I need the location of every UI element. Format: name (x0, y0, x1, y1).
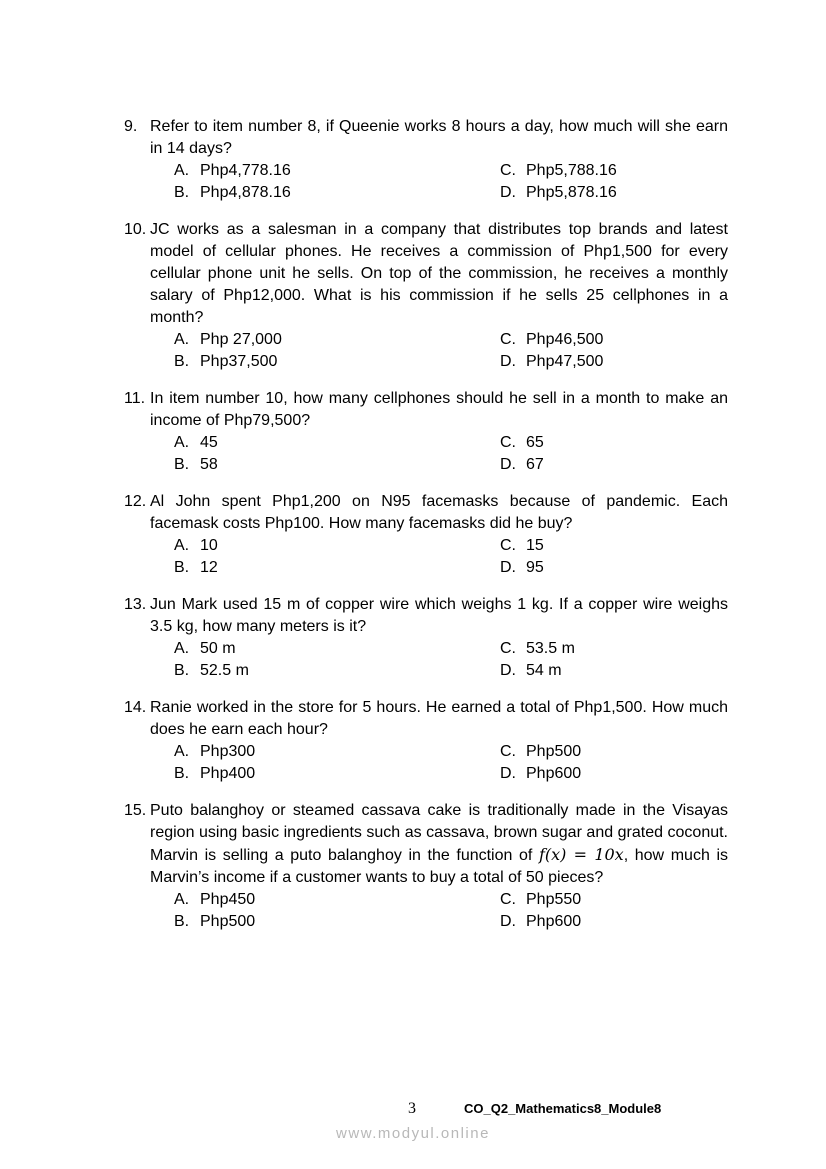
question-item (124, 800, 728, 933)
choice-a (174, 889, 500, 911)
choice-c (500, 638, 750, 660)
question-stem (124, 697, 728, 741)
choice-letter: D. (500, 765, 516, 782)
choice-letter: C. (500, 162, 516, 179)
choice-d (500, 763, 750, 785)
choice-text: 45 (200, 434, 218, 451)
question-number: 10. (124, 221, 147, 238)
choice-d (500, 660, 750, 682)
choice-letter: A. (174, 434, 190, 451)
choice-text: Php600 (526, 913, 582, 930)
choice-b (174, 182, 500, 204)
choice-b (174, 660, 500, 682)
choice-letter: B. (174, 662, 190, 679)
choice-text: 65 (526, 434, 544, 451)
choice-text: Php 27,000 (200, 331, 282, 348)
question-number: 12. (124, 493, 147, 510)
choice-a (174, 638, 500, 660)
question-text-after: , how much is Marvin’s income if a customer wants to buy a total of 50 pieces? (150, 847, 729, 886)
question-text: JC works as a salesman in a company that distributes top brands and latest model of cellular phones. He receives a commission of Php1,500 for every cellular phone unit he sells. On top of the commission, he receives a monthly salary of Php12,000. What is his commission if he sells 25 cellphones in a month? (150, 221, 728, 326)
choice-grid (174, 329, 728, 373)
question-item (124, 491, 728, 579)
question-text (150, 800, 728, 889)
choice-d (500, 454, 750, 476)
choice-letter: B. (174, 559, 190, 576)
choice-text: 95 (526, 559, 544, 576)
choice-letter: D. (500, 662, 516, 679)
choice-text: 58 (200, 456, 218, 473)
question-number: 9. (124, 118, 138, 135)
choice-letter: C. (500, 434, 516, 451)
question-item (124, 219, 728, 373)
choice-c (500, 741, 750, 763)
question-text-before: Puto balanghoy or steamed cassava cake is traditionally made in the Visayas region using basic ingredients such as cassava, brown sugar and grated coconut. Marvin is selling a puto balanghoy in the function of (150, 802, 728, 864)
choice-grid (174, 432, 728, 476)
choice-letter: A. (174, 162, 190, 179)
choice-text: 15 (526, 537, 544, 554)
question-item (124, 697, 728, 785)
question-stem (124, 491, 728, 535)
choice-text: 54 m (526, 662, 562, 679)
choice-grid (174, 160, 728, 204)
choice-text: 53.5 m (526, 640, 575, 657)
choice-letter: C. (500, 891, 516, 908)
choice-letter: C. (500, 331, 516, 348)
choice-letter: A. (174, 640, 190, 657)
choice-text: Php400 (200, 765, 256, 782)
function-formula: f(x) = 10x (538, 845, 624, 864)
question-text: Al John spent Php1,200 on N95 facemasks because of pandemic. Each facemask costs Php100. How many facemasks did he buy? (150, 493, 728, 532)
choice-text: 50 m (200, 640, 236, 657)
choice-text: Php500 (526, 743, 582, 760)
choice-a (174, 329, 500, 351)
choice-text: Php4,778.16 (200, 162, 291, 179)
question-text: Ranie worked in the store for 5 hours. He earned a total of Php1,500. How much does he earn each hour? (150, 699, 728, 738)
choice-b (174, 351, 500, 373)
choice-letter: A. (174, 331, 190, 348)
choice-letter: D. (500, 913, 516, 930)
choice-text: Php46,500 (526, 331, 604, 348)
question-item (124, 116, 728, 204)
choice-text: 10 (200, 537, 218, 554)
watermark: www.modyul.online (336, 1125, 490, 1142)
page-number: 3 (408, 1100, 416, 1117)
question-text: Refer to item number 8, if Queenie works 8 hours a day, how much will she earn in 14 days? (150, 118, 728, 157)
choice-b (174, 557, 500, 579)
choice-letter: A. (174, 891, 190, 908)
question-stem (124, 594, 728, 638)
choice-d (500, 911, 750, 933)
question-number: 14. (124, 699, 147, 716)
question-stem (124, 388, 728, 432)
question-number: 11. (124, 390, 146, 407)
choice-letter: A. (174, 537, 190, 554)
choice-grid (174, 889, 728, 933)
choice-a (174, 741, 500, 763)
choice-letter: B. (174, 913, 190, 930)
choice-a (174, 432, 500, 454)
choice-letter: B. (174, 765, 190, 782)
choice-letter: B. (174, 456, 190, 473)
choice-text: 52.5 m (200, 662, 249, 679)
choice-letter: B. (174, 184, 190, 201)
choice-text: Php5,878.16 (526, 184, 617, 201)
choice-text: Php550 (526, 891, 582, 908)
choice-grid (174, 741, 728, 785)
choice-letter: D. (500, 184, 516, 201)
choice-text: Php5,788.16 (526, 162, 617, 179)
question-list (124, 116, 728, 948)
question-number: 15. (124, 802, 147, 819)
choice-text: Php500 (200, 913, 256, 930)
question-stem (124, 116, 728, 160)
choice-text: 67 (526, 456, 544, 473)
choice-letter: A. (174, 743, 190, 760)
choice-grid (174, 535, 728, 579)
choice-a (174, 160, 500, 182)
choice-c (500, 889, 750, 911)
choice-d (500, 182, 750, 204)
choice-letter: D. (500, 559, 516, 576)
choice-letter: C. (500, 743, 516, 760)
choice-a (174, 535, 500, 557)
choice-letter: D. (500, 353, 516, 370)
module-code: CO_Q2_Mathematics8_Module8 (464, 1101, 662, 1116)
question-item (124, 388, 728, 476)
choice-c (500, 329, 750, 351)
question-stem (124, 800, 728, 889)
choice-b (174, 454, 500, 476)
question-text: Jun Mark used 15 m of copper wire which weighs 1 kg. If a copper wire weighs 3.5 kg, how many meters is it? (150, 596, 728, 635)
choice-grid (174, 638, 728, 682)
choice-letter: C. (500, 640, 516, 657)
choice-text: Php450 (200, 891, 256, 908)
choice-text: Php300 (200, 743, 256, 760)
choice-b (174, 911, 500, 933)
choice-text: 12 (200, 559, 218, 576)
choice-d (500, 557, 750, 579)
choice-text: Php600 (526, 765, 582, 782)
choice-letter: D. (500, 456, 516, 473)
question-text: In item number 10, how many cellphones should he sell in a month to make an income of Php79,500? (150, 390, 728, 429)
choice-letter: B. (174, 353, 190, 370)
choice-b (174, 763, 500, 785)
question-stem (124, 219, 728, 329)
choice-text: Php37,500 (200, 353, 278, 370)
choice-c (500, 160, 750, 182)
choice-c (500, 535, 750, 557)
choice-letter: C. (500, 537, 516, 554)
question-number: 13. (124, 596, 147, 613)
question-item (124, 594, 728, 682)
choice-d (500, 351, 750, 373)
choice-text: Php4,878.16 (200, 184, 291, 201)
choice-text: Php47,500 (526, 353, 604, 370)
choice-c (500, 432, 750, 454)
